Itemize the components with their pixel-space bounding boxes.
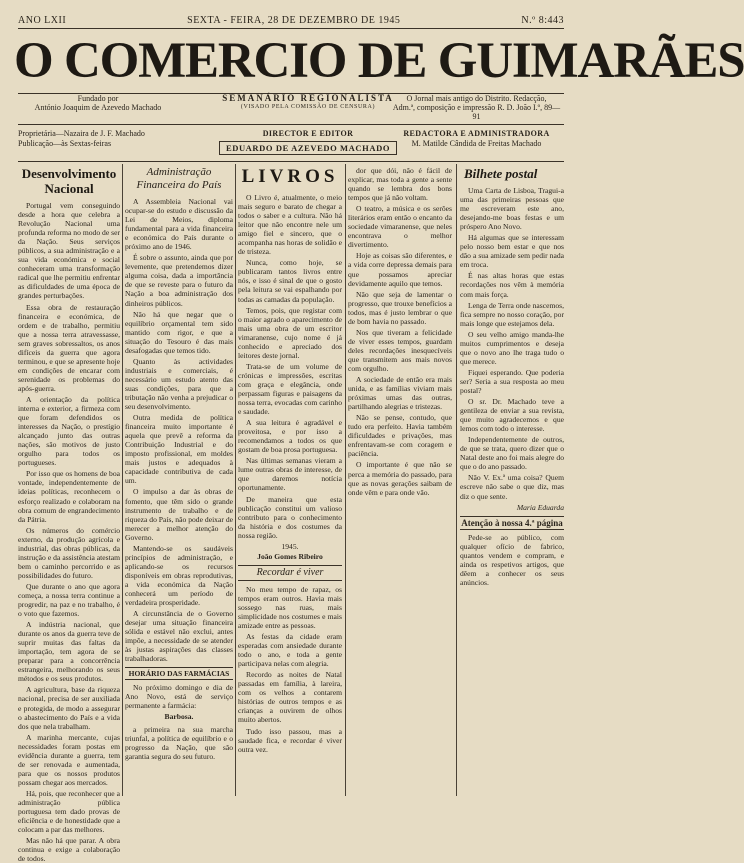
frequency: Publicação—às Sextas-feiras bbox=[18, 139, 112, 148]
paragraph: Nos que tiveram a felicidade de viver esses tempos, guardam deles recordações inesquecíveis que transmitem aos mais novos com orgulho. bbox=[348, 327, 452, 373]
owner: Proprietária—Nazaira de J. F. Machado bbox=[18, 129, 145, 138]
paragraph: Trata-se de um volume de crónicas e impressões, escritas com graça e elegância, onde perpassam figuras e paisagens da nossa terra, evocadas com carinho e saudade. bbox=[238, 361, 342, 417]
subheader-rule bbox=[18, 124, 564, 125]
paragraph: Mas não há que parar. A obra continua e exige a colaboração de todos. bbox=[18, 836, 120, 863]
director-name: EDUARDO DE AZEVEDO MACHADO bbox=[219, 141, 397, 155]
masthead-title: O COMERCIO DE GUIMARÃES bbox=[14, 33, 744, 89]
staff-bar bbox=[18, 127, 564, 159]
paragraph: A indústria nacional, que durante os anos da guerra teve de suprir muitas das faltas da importação, tem agora de se preparar para a concorrência estrangeira, melhorando os seus métodos e os seus produtos. bbox=[18, 620, 120, 684]
oldest-line-2: Adm.ª, composição e impressão R. D. João I.º, 89—91 bbox=[392, 103, 561, 121]
date-label: SEXTA - FEIRA, 28 DE DEZEMBRO DE 1945 bbox=[187, 14, 401, 26]
column-divider bbox=[345, 164, 346, 796]
paragraph: dor que dói, não é fácil de explicar, mas toda a gente a sente quando se lembra dos bons tempos que já não voltam. bbox=[348, 166, 452, 203]
article-heading: LIVROS bbox=[241, 166, 339, 187]
notice-heading: Atenção à nossa 4.ª página bbox=[461, 517, 563, 528]
paragraph: Há, pois, que reconhecer que a administração pública portuguesa tem dado provas de eficiência e de honestidade que a colocam a par das melhores. bbox=[18, 788, 120, 835]
article-desenvolvimento bbox=[18, 166, 120, 863]
paragraph: Outra medida de política financeira muito importante é aquela que prevê a reforma da Contribuição Industrial e do imposto profissional, em moldes mais justos e adequados à capacidade contributiva de cada um. bbox=[125, 413, 233, 486]
oldest-line-1: O Jornal mais antigo do Distrito. Redacção, bbox=[406, 94, 547, 103]
signature-date: 1945. bbox=[281, 541, 299, 551]
paragraph: Independentemente de outros, de que se trata, quero dizer que o Natal deste ano foi mais alegre do que o do ano passado. bbox=[460, 435, 564, 472]
article-livros bbox=[238, 166, 342, 796]
paragraph: a primeira na sua marcha triunfal, a política de equilíbrio e o progresso da Nação, que são garantia segura do seu futuro. bbox=[125, 724, 233, 761]
pharmacy-name: Barbosa. bbox=[164, 712, 194, 722]
paragraph: Portugal vem conseguindo desde a hora que celebra a Revolução Nacional uma profunda reforma no modo de ser da Nação. Seus serviços públicos, a sua administração e a sua vida económica e social conheceram uma transformação radical que lhe permitiu enfrentar as dificuldades de uma época de grandes perturbações. bbox=[18, 201, 120, 301]
admin-label: REDACTORA E ADMINISTRADORA bbox=[403, 129, 550, 138]
paragraph: Fiquei esperando. Que poderia ser? Seria a sua resposta ao meu postal? bbox=[460, 367, 564, 395]
subtitle: SEMANÁRIO REGIONALISTA bbox=[222, 93, 394, 103]
paragraph: Que durante o ano que agora começa, a nossa terra continue a progredir, na paz e no trabalho, é o voto que fazemos. bbox=[18, 581, 120, 619]
censorship-note: (VISADO PELA COMISSÃO DE CENSURA) bbox=[240, 104, 376, 110]
column-divider bbox=[456, 164, 457, 796]
article-bilhete-postal bbox=[460, 166, 564, 796]
founder-name: António Joaquim de Azevedo Machado bbox=[34, 103, 162, 112]
paragraph: Não V. Ex.ª uma coisa? Quem escreve não sabe o que diz, mas diz o que sente. bbox=[460, 473, 564, 501]
admin-name: M. Matilde Cândida de Freitas Machado bbox=[411, 139, 542, 148]
paragraph: A sociedade de então era mais unida, e as famílias viviam mais próximas umas das outras, partilhando alegrias e tristezas. bbox=[348, 375, 452, 412]
paragraph: Não se pense, contudo, que tudo era perfeito. Havia também dificuldades e privações, mas enfrentavam-se com coragem e paciência. bbox=[348, 413, 452, 459]
recordar-heading: Recordar é viver bbox=[238, 565, 342, 581]
issue-number: N.º 8:443 bbox=[521, 14, 564, 26]
paragraph: O Livro é, atualmente, o meio mais seguro e barato de chegar a todos o saber e a cultura. Não há leitor que não encontre nele um amigo fiel e sincero, que o acompanha nas horas de solidão e de tristeza. bbox=[238, 193, 342, 257]
article-heading: Desenvolvimento Nacional bbox=[21, 166, 117, 196]
paragraph: A marinha mercante, cujas necessidades foram postas em evidência durante a guerra, tem de ser renovada e aumentada, para que os nossos produtos possam chegar aos mercados. bbox=[18, 732, 120, 787]
paragraph: O teatro, a música e os serões literários eram então o encanto da sociedade vimaranense, que neles encontrava o melhor divertimento. bbox=[348, 204, 452, 250]
subtitle-block bbox=[208, 94, 408, 112]
address-block bbox=[389, 94, 564, 121]
column-divider bbox=[122, 164, 123, 796]
article-continuation bbox=[348, 166, 452, 796]
paragraph: A orientação da política interna e exterior, a firmeza com que foram defendidos os interesses da Nação, o prestígio alcançado junto das outras nações, são motivos de justo orgulho para todos os portugueses. bbox=[18, 394, 120, 468]
paragraph: Por isso que os homens de boa vontade, independentemente de ideias políticas, reconhecem o esforço realizado e colaboram na obra comum de engrandecimento da Pátria. bbox=[18, 469, 120, 524]
column-divider bbox=[235, 164, 236, 796]
article-administracao bbox=[125, 166, 233, 796]
article-heading: Bilhete postal bbox=[464, 166, 538, 181]
pharmacy-box-title: HORÁRIO DAS FARMÁCIAS bbox=[125, 667, 233, 680]
paragraph: Quanto às actividades industriais e comerciais, é necessário um estudo atento das suas condições, para que a tributação não venha a prejudicar o seu desenvolvimento. bbox=[125, 356, 233, 412]
paragraph: Nas últimas semanas vieram a lume outras obras de interesse, de que daremos notícia oportunamente. bbox=[238, 456, 342, 493]
paragraph: Há algumas que se interessam pelo nosso bem estar e que nos dão a sua amizade sem pedir nada em troca. bbox=[460, 233, 564, 270]
paragraph: O impulso a dar às obras de fomento, que têm sido o grande instrumento de trabalho e de riqueza do País, não pode deixar de merecer a melhor atenção do Governo. bbox=[125, 487, 233, 542]
signature: Maria Eduarda bbox=[516, 502, 564, 512]
paragraph: As festas da cidade eram esperadas com ansiedade durante todo o ano, e toda a gente participava nelas com alegria. bbox=[238, 632, 342, 669]
paragraph: A Assembleia Nacional vai ocupar-se do estudo e discussão da Lei de Meios, diploma fundamental para a vida financeira e económica do País durante o próximo ano de 1946. bbox=[125, 197, 233, 252]
article-heading: Administração Financeira do País bbox=[136, 166, 222, 191]
columns-top-rule bbox=[18, 161, 564, 162]
director-block bbox=[208, 129, 408, 155]
paragraph: Uma Carta de Lisboa, Tragui-a uma das primeiras pessoas que me escreveram este ano, desejando-me boas festas e um próspero Ano Novo. bbox=[460, 186, 564, 232]
paragraph: É sobre o assunto, ainda que por levemente, que pretendemos dizer alguma coisa, dada a importância de que se reveste para o futuro da Nação a boa administração dos dinheiros públicos. bbox=[125, 253, 233, 308]
paragraph: O seu velho amigo manda-lhe muitos cumprimentos e deseja que o novo ano lhe traga tudo o que merece. bbox=[460, 329, 564, 366]
founded-label: Fundado por bbox=[77, 94, 119, 103]
paragraph: É nas altas horas que estas recordações nos vêm à memória com mais força. bbox=[460, 271, 564, 299]
top-rule bbox=[18, 28, 564, 29]
paragraph: Lenga de Terra onde nascemos, fica sempre no nosso coração, por mais longe que estejamos dela. bbox=[460, 300, 564, 328]
paragraph: Temos, pois, que registar com o maior agrado o aparecimento de mais uma obra de um escritor vimaranense, cujo nome é já conhecido e apreciado dos leitores deste jornal. bbox=[238, 305, 342, 360]
paragraph: A agricultura, base da riqueza nacional, precisa de ser auxiliada e protegida, de modo a assegurar o abastecimento do País e a vida dos que nela trabalham. bbox=[18, 685, 120, 731]
paragraph: Hoje as coisas são diferentes, e a vida corre depressa demais para que possamos apreciar devidamente aquilo que temos. bbox=[348, 251, 452, 288]
paragraph: O sr. Dr. Machado teve a gentileza de enviar a sua revista, que muito agradecemos e que lemos com todo o interesse. bbox=[460, 397, 564, 434]
paragraph: Não que seja de lamentar o progresso, que trouxe benefícios a todos, mas é justo lembrar o que de bom havia no passado. bbox=[348, 289, 452, 326]
pharmacy-box-text: No próximo domingo e dia de Ano Novo, está de serviço permanente a farmácia: bbox=[125, 683, 233, 711]
paragraph: O importante é que não se perca a memória do passado, para que as novas gerações saibam de onde vêm e para onde vão. bbox=[348, 460, 452, 497]
paragraph: No meu tempo de rapaz, os tempos eram outros. Havia mais sossego nas ruas, mais simplicidade nos costumes e mais amizade entre as pessoas. bbox=[238, 584, 342, 631]
issue-line bbox=[18, 14, 564, 26]
paragraph: Nunca, como hoje, se publicaram tantos livros entre nós, e isso é sinal de que o gosto pela leitura se vai espalhando por todas as camadas da população. bbox=[238, 258, 342, 304]
notice-text: Pede-se ao público, com qualquer ofício de fabrico, quantos vendem e compram, e ainda os respetivos artigos, que dêem a conhecer os seus anúncios. bbox=[460, 532, 564, 587]
paragraph: Não há que negar que o equilíbrio orçamental tem sido mantido com rigor, e que a situação do Tesouro é das mais desafogadas que temos tido. bbox=[125, 309, 233, 355]
paragraph: Recordo as noites de Natal passadas em família, à lareira, com os velhos a contarem histórias de outros tempos e as crianças a ouvirem de olhos muito abertos. bbox=[238, 670, 342, 725]
director-label: DIRECTOR E EDITOR bbox=[262, 129, 354, 138]
year-label: ANO LXII bbox=[18, 14, 67, 26]
signature: João Gomes Ribeiro bbox=[257, 551, 323, 561]
founder-block bbox=[18, 94, 178, 112]
paragraph: De maneira que esta publicação constitui um valioso contributo para o conhecimento da história e dos costumes da nossa região. bbox=[238, 494, 342, 540]
paragraph: Mantendo-se os saudáveis princípios de administração, e aplicando-se os recursos disponíveis em obras reprodutivas, a vida económica da Nação conhecerá um período de verdadeira prosperidade. bbox=[125, 543, 233, 608]
subheader bbox=[18, 94, 564, 124]
paragraph: A circunstância de o Governo desejar uma situação financeira sólida e estável não exclui, antes impõe, a necessidade de se atender às justas aspirações das classes trabalhadoras. bbox=[125, 609, 233, 664]
admin-block bbox=[389, 129, 564, 149]
paragraph: A sua leitura é agradável e proveitosa, e por isso a recomendamos a todos os que gostam de boa prosa portuguesa. bbox=[238, 418, 342, 455]
paragraph: Tudo isso passou, mas a saudade fica, e recordar é viver outra vez. bbox=[238, 726, 342, 754]
owner-block bbox=[18, 129, 188, 149]
paragraph: Os números do comércio externo, da produção agrícola e industrial, das obras públicas, da instrução e da assistência atestam bem o caminho percorrido e as possibilidades do futuro. bbox=[18, 525, 120, 580]
paragraph: Essa obra de restauração financeira e económica, de ordem e de trabalho, permitiu que a nossa terra atravessasse, sem graves sobressaltos, os anos difíceis da guerra que agora terminou, e que se apresente hoje em condições de encarar com serenidade os problemas do após-guerra. bbox=[18, 302, 120, 393]
